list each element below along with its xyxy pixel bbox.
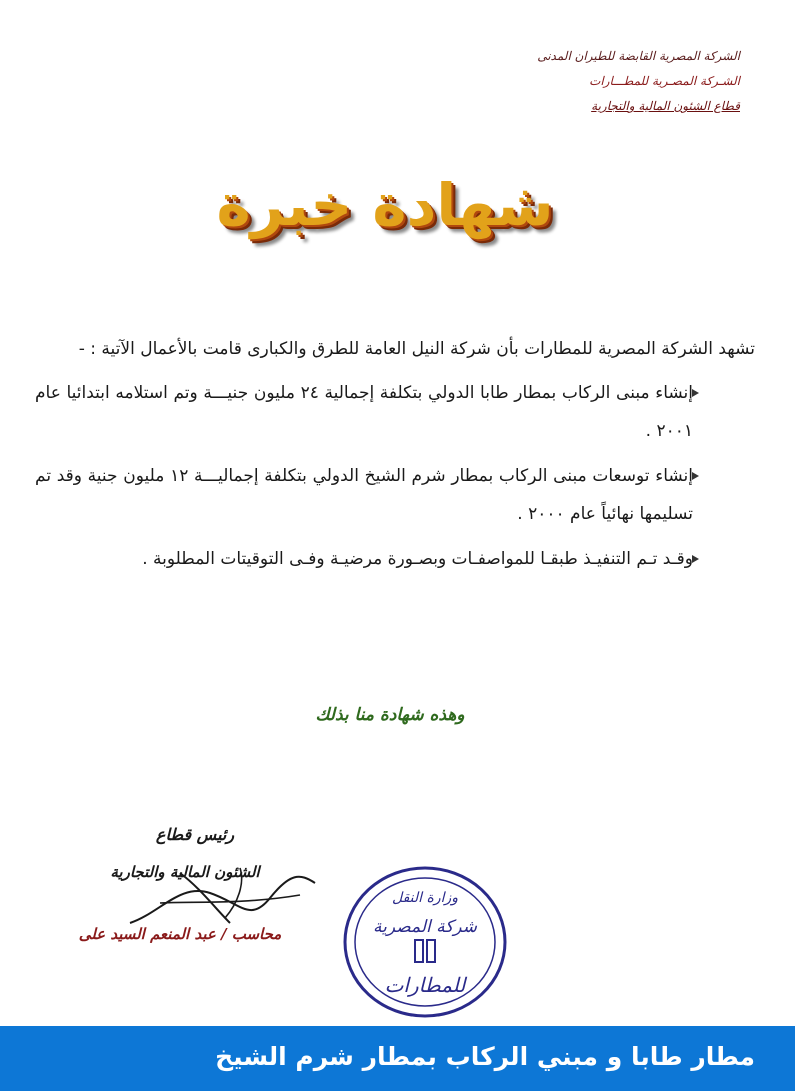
arrow-bullet-icon: [692, 389, 699, 397]
certificate-intro: تشهد الشركة المصرية للمطارات بأن شركة النيل العامة للطرق والكبارى قامت بالأعمال الآتية : -: [78, 339, 755, 359]
letterhead-airports-company: الشـركة المصـرية للمطـــارات: [589, 74, 740, 88]
stamp-ministry: وزارة النقل: [391, 890, 459, 906]
caption-bar: [0, 1026, 795, 1091]
letterhead-sector: قطاع الشئون المالية والتجارية: [591, 99, 740, 113]
list-item: [35, 540, 755, 578]
signature-title-line2: الشئون المالية والتجارية: [110, 863, 260, 881]
list-item-text: إنشاء توسعات مبنى الركاب بمطار شرم الشيخ الدولي بتكلفة إجماليـــة ١٢ مليون جنية وقد تم تسليمها نهائياً عام ٢٠٠٠ .: [35, 466, 693, 524]
certificate-body: [35, 330, 755, 585]
list-item-text: إنشاء مبنى الركاب بمطار طابا الدولي بتكلفة إجمالية ٢٤ مليون جنيـــة وتم استلامه ابتدائيا عام ٢٠٠١ .: [35, 383, 693, 441]
letterhead: [420, 44, 740, 119]
official-stamp-icon: [340, 862, 510, 1022]
arrow-bullet-icon: [692, 472, 699, 480]
letterhead-holding-company: الشركة المصرية القابضة للطيران المدنى: [537, 49, 740, 63]
handwritten-signature-icon: [120, 853, 320, 933]
document-title: شهادة خبرة: [216, 171, 554, 239]
stamp-company-top: شركة المصرية: [373, 917, 477, 937]
works-list: [35, 374, 755, 578]
caption-text: مطار طابا و مبني الركاب بمطار شرم الشيخ: [215, 1042, 755, 1071]
signature-name: محاسب / عبد المنعم السيد على: [78, 925, 282, 943]
stamp-company-bottom: للمطارات: [384, 973, 466, 997]
signature-block: [30, 825, 330, 955]
list-item: [35, 374, 755, 450]
signature-title-line1: رئيس قطاع: [155, 825, 235, 844]
list-item: [35, 457, 755, 533]
closing-statement: وهذه شهادة منا بذلك: [315, 705, 465, 725]
arrow-bullet-icon: [692, 555, 699, 563]
list-item-text: وقـد تـم التنفيـذ طبقـا للمواصفـات وبصـورة مرضيـة وفـى التوقيتات المطلوبة .: [142, 549, 693, 569]
